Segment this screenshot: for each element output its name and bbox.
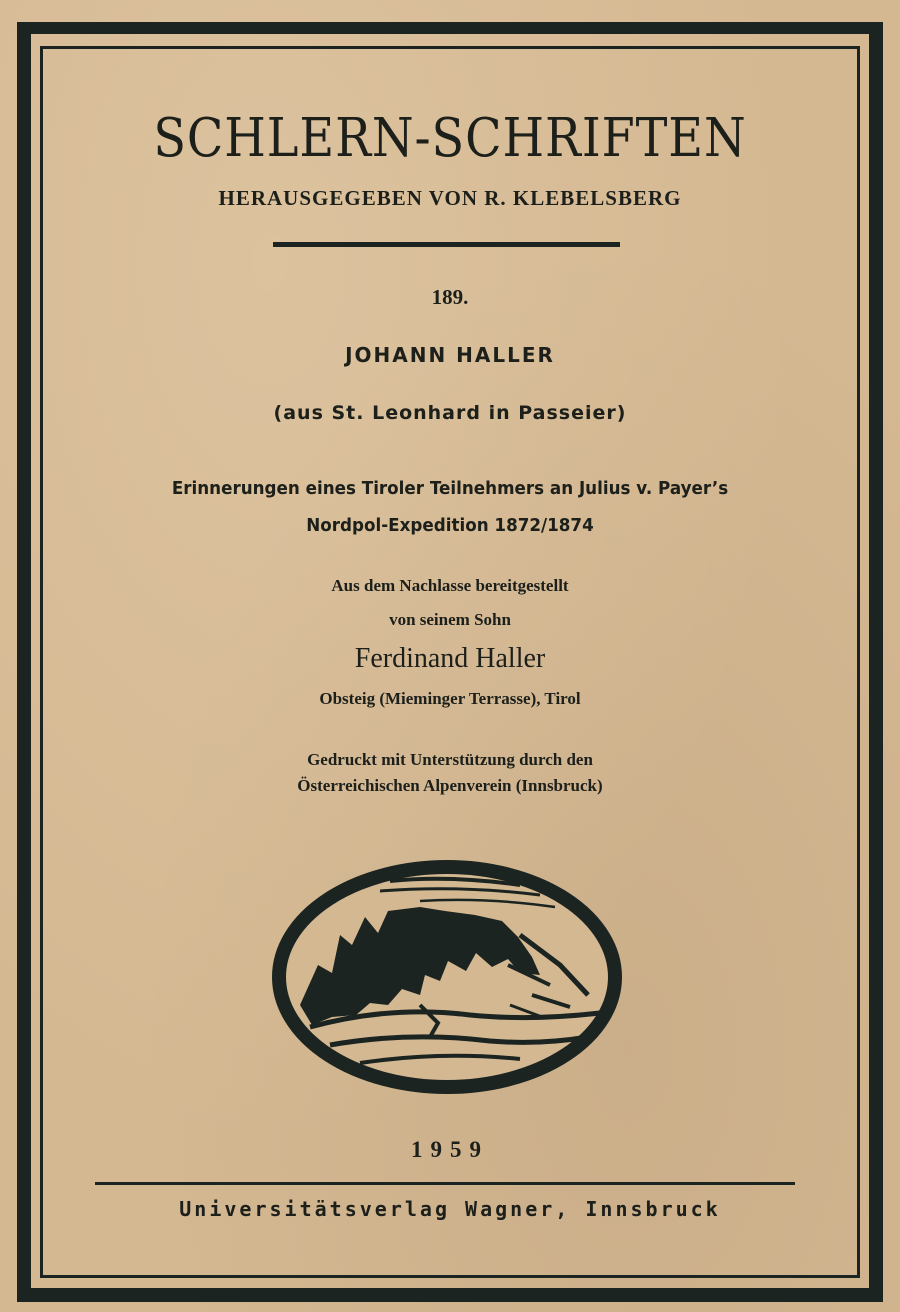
series-editor: HERAUSGEGEBEN VON R. KLEBELSBERG bbox=[218, 186, 682, 210]
series-title: SCHLERN-SCHRIFTEN bbox=[153, 108, 747, 169]
volume-number: 189. bbox=[431, 285, 469, 309]
author-name: JOHANN HALLER bbox=[345, 343, 555, 367]
editor-name: Ferdinand Haller bbox=[354, 643, 546, 674]
editor-location: Obsteig (Mieminger Terrasse), Tirol bbox=[319, 689, 581, 708]
provenance-line-2: von seinem Sohn bbox=[389, 610, 511, 629]
provenance-line-1: Aus dem Nachlasse bereitgestellt bbox=[331, 576, 569, 595]
subtitle-line-1: Erinnerungen eines Tiroler Teilnehmers an Julius v. Payer’s bbox=[171, 478, 729, 499]
publication-year: 1959 bbox=[411, 1137, 489, 1162]
support-line-1: Gedruckt mit Unterstützung durch den bbox=[307, 750, 593, 769]
publisher: Universitätsverlag Wagner, Innsbruck bbox=[179, 1197, 721, 1221]
subtitle-line-2: Nordpol-Expedition 1872/1874 bbox=[306, 515, 594, 536]
author-origin: (aus St. Leonhard in Passeier) bbox=[273, 402, 627, 424]
mountain-landscape-emblem-icon bbox=[270, 855, 625, 1100]
top-divider bbox=[273, 242, 620, 247]
bottom-divider bbox=[95, 1182, 795, 1185]
support-line-2: Österreichischen Alpenverein (Innsbruck) bbox=[297, 776, 603, 795]
